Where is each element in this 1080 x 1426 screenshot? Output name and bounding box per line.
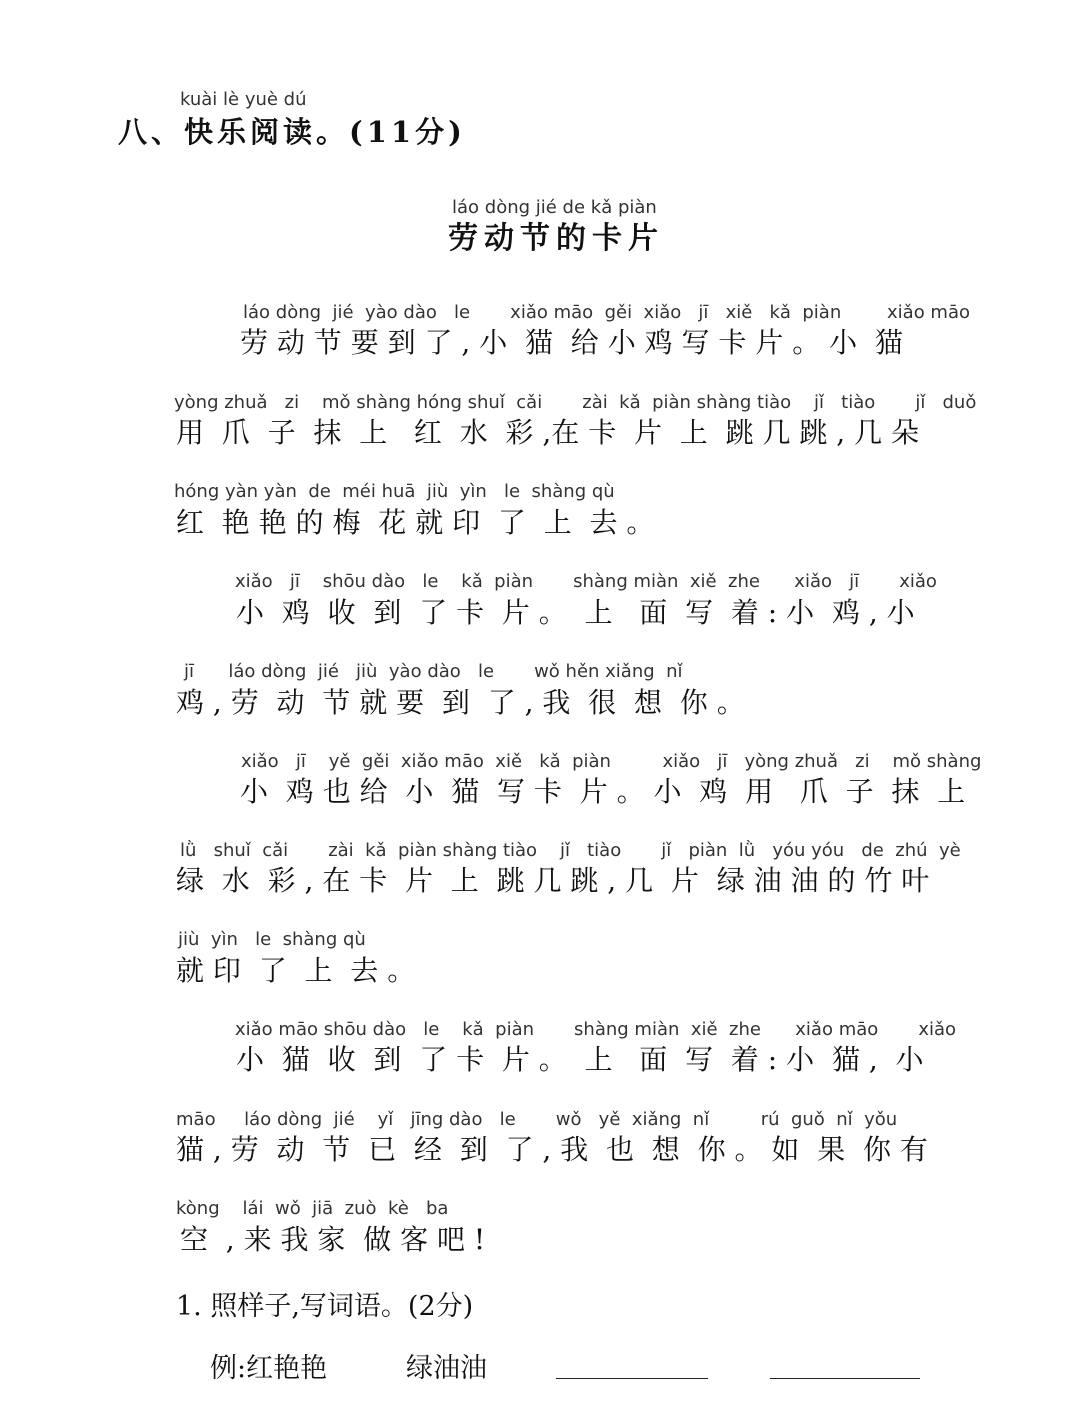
story-line-4-pinyin: xiǎo jī shōu dào le kǎ piàn shàng miàn xiě zhe xiǎo jī xiǎo: [235, 571, 937, 592]
story-line-10-pinyin: māo láo dòng jié yǐ jīng dào le wǒ yě xiǎng nǐ rú guǒ nǐ yǒu: [176, 1109, 898, 1130]
story-title: 劳动节的卡片: [448, 221, 664, 256]
answer-blank-2[interactable]: [770, 1378, 920, 1379]
story-line-11-pinyin: kòng lái wǒ jiā zuò kè ba: [176, 1198, 449, 1219]
story-line-2-text: 用 爪 子 抹 上 红 水 彩 ,在 卡 片 上 跳 几 跳 , 几 朵: [176, 416, 920, 449]
story-line-7-text: 绿 水 彩 , 在 卡 片 上 跳 几 跳 , 几 片 绿 油 油 的 竹 叶: [176, 864, 930, 897]
story-line-1-pinyin: láo dòng jié yào dào le xiǎo māo gěi xiǎo jī xiě kǎ piàn xiǎo māo: [243, 302, 971, 323]
story-title-pinyin: láo dòng jié de kǎ piàn: [452, 197, 657, 218]
story-line-4-text: 小 鸡 收 到 了 卡 片 。 上 面 写 着 : 小 鸡 , 小: [236, 596, 915, 629]
story-line-5-text: 鸡 , 劳 动 节 就 要 到 了 , 我 很 想 你 。: [176, 686, 745, 719]
story-line-11-text: 空 , 来 我 家 做 客 吧 !: [180, 1223, 486, 1256]
question-1-example-word: 绿油油: [406, 1353, 487, 1384]
answer-blank-1[interactable]: [556, 1378, 708, 1379]
story-line-9-text: 小 猫 收 到 了 卡 片 。 上 面 写 着 : 小 猫 , 小: [236, 1043, 924, 1076]
story-line-7-pinyin: lǜ shuǐ cǎi zài kǎ piàn shàng tiào jǐ tiào jǐ piàn lǜ yóu yóu de zhú yè: [180, 840, 961, 861]
story-line-8-text: 就 印 了 上 去 。: [176, 954, 416, 987]
section-heading-pinyin: kuài lè yuè dú: [180, 89, 307, 110]
story-line-6-pinyin: xiǎo jī yě gěi xiǎo māo xiě kǎ piàn xiǎo jī yòng zhuǎ zi mǒ shàng: [241, 751, 982, 772]
question-1-example-label: 例:红艳艳: [210, 1353, 328, 1384]
story-line-10-text: 猫 , 劳 动 节 已 经 到 了 , 我 也 想 你 。 如 果 你 有: [176, 1133, 928, 1166]
story-line-2-pinyin: yòng zhuǎ zi mǒ shàng hóng shuǐ cǎi zài kǎ piàn shàng tiào jǐ tiào jǐ duǒ: [174, 392, 977, 413]
story-line-8-pinyin: jiù yìn le shàng qù: [178, 929, 366, 950]
story-line-6-text: 小 鸡 也 给 小 猫 写 卡 片 。 小 鸡 用 爪 子 抹 上: [240, 775, 966, 808]
section-heading: 八、快乐阅读。(11分): [118, 115, 466, 149]
story-line-9-pinyin: xiǎo māo shōu dào le kǎ piàn shàng miàn xiě zhe xiǎo māo xiǎo: [235, 1019, 957, 1040]
story-line-3-text: 红 艳 艳 的 梅 花 就 印 了 上 去 。: [176, 506, 655, 539]
story-line-5-pinyin: jī láo dòng jié jiù yào dào le wǒ hěn xiǎng nǐ: [184, 661, 683, 682]
question-1-prompt: 1. 照样子,写词语。(2分): [176, 1291, 474, 1322]
story-line-1-text: 劳 动 节 要 到 了 , 小 猫 给 小 鸡 写 卡 片 。 小 猫: [240, 326, 903, 359]
story-line-3-pinyin: hóng yàn yàn de méi huā jiù yìn le shàng qù: [174, 481, 615, 502]
